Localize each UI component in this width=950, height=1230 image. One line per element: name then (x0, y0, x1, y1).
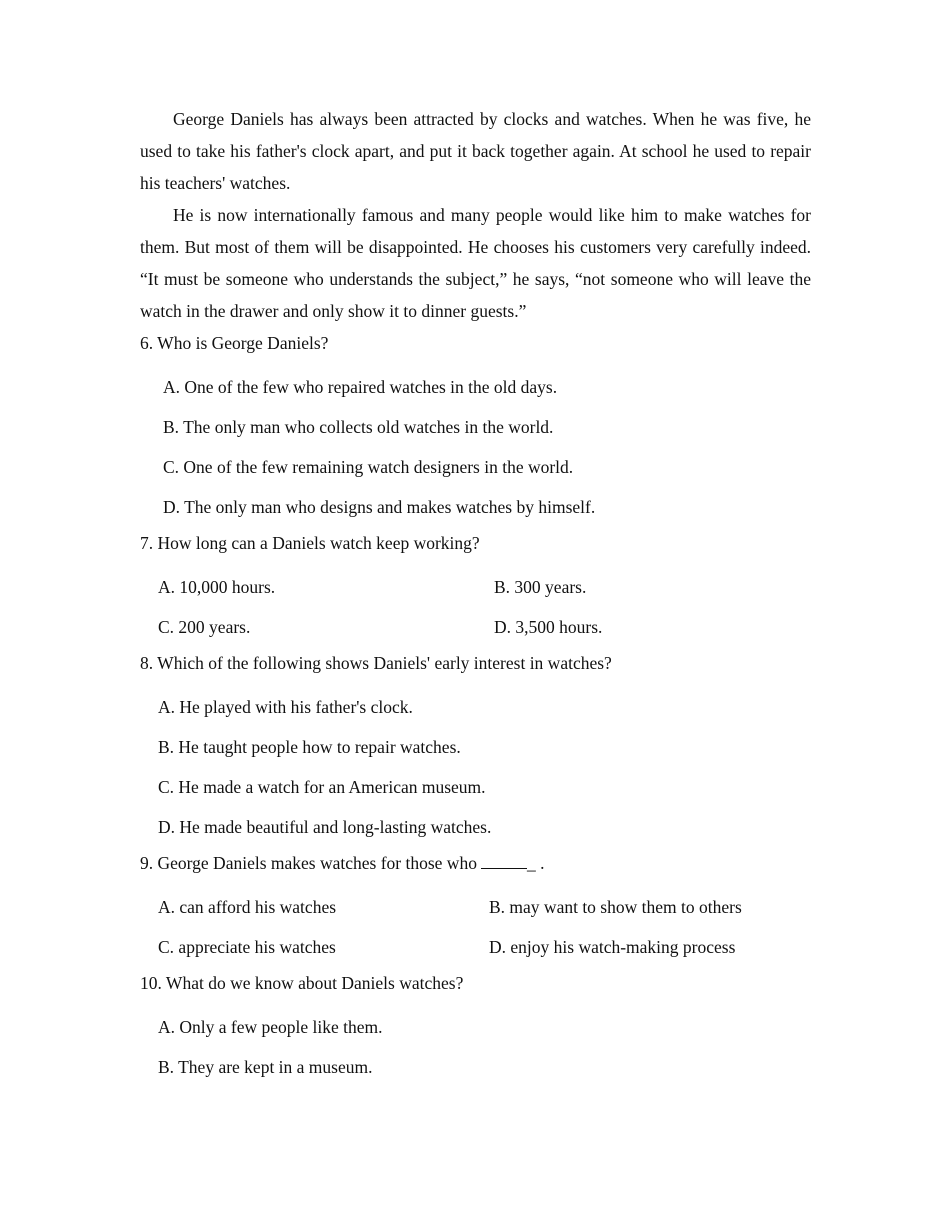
question-9-stem: 9. George Daniels makes watches for those who (140, 853, 477, 873)
answer-blank (481, 852, 527, 869)
question-6-stem: 6. Who is George Daniels? (140, 333, 329, 353)
question-7-option-d: D. 3,500 hours. (494, 617, 603, 637)
question-8-stem: 8. Which of the following shows Daniels' early interest in watches? (140, 653, 612, 673)
question-8-option-b: B. He taught people how to repair watches. (158, 737, 461, 757)
question-8-option-a: A. He played with his father's clock. (158, 697, 413, 717)
question-7-option-a: A. 10,000 hours. (158, 577, 276, 597)
question-9-options-row-1 (140, 887, 811, 927)
passage-paragraph-1: George Daniels has always been attracted by clocks and watches. When he was five, he used to take his father's clock apart, and put it back together again. At school he used to repair his teachers' watches. (140, 109, 811, 193)
question-10-option-a: A. Only a few people like them. (158, 1017, 383, 1037)
question-9-option-b: B. may want to show them to others (489, 897, 742, 917)
question-10-option-b: B. They are kept in a museum. (158, 1057, 373, 1077)
question-9-option-d: D. enjoy his watch-making process (489, 937, 736, 957)
question-7-options-row-1 (140, 567, 811, 607)
question-9-blank-suffix: _ . (526, 853, 545, 873)
question-9-stem-line (140, 847, 811, 887)
question-7-options-row-2 (140, 607, 811, 647)
question-7-stem: 7. How long can a Daniels watch keep working? (140, 533, 480, 553)
question-6-option-a: A. One of the few who repaired watches in the old days. (163, 377, 558, 397)
question-6-option-b: B. The only man who collects old watches in the world. (163, 417, 554, 437)
question-9-option-a: A. can afford his watches (158, 897, 337, 917)
question-8-option-c: C. He made a watch for an American museum. (158, 777, 486, 797)
question-9-options-row-2 (140, 927, 811, 967)
question-9-option-c: C. appreciate his watches (158, 937, 336, 957)
question-7-option-b: B. 300 years. (494, 577, 587, 597)
exam-page (140, 103, 811, 1087)
question-8-option-d: D. He made beautiful and long-lasting watches. (158, 817, 492, 837)
question-7-option-c: C. 200 years. (158, 617, 251, 637)
question-10-stem: 10. What do we know about Daniels watches? (140, 973, 464, 993)
question-6-option-d: D. The only man who designs and makes watches by himself. (163, 497, 596, 517)
question-6-option-c: C. One of the few remaining watch designers in the world. (163, 457, 574, 477)
passage-paragraph-2: He is now internationally famous and many people would like him to make watches for them. But most of them will be disappointed. He chooses his customers very carefully indeed. “It must be someone who understands the subject,” he says, “not someone who will leave the watch in the drawer and only show it to dinner guests.” (140, 205, 811, 321)
